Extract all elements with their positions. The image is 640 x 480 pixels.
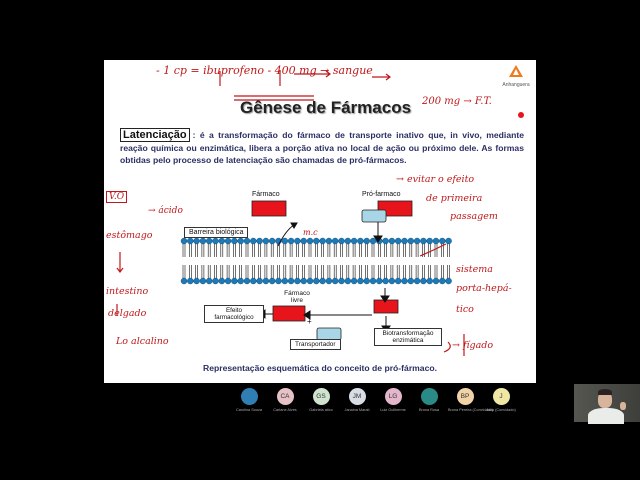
lipid-head [395, 238, 401, 244]
lipid-head [206, 238, 212, 244]
lipid-head [288, 278, 294, 284]
lipid-head [439, 278, 445, 284]
lipid-head [364, 278, 370, 284]
lipid-head [206, 278, 212, 284]
lipid-head [364, 238, 370, 244]
biological-barrier-membrane [181, 238, 452, 284]
annotation-delgado: delgado [108, 308, 147, 319]
lipid-head [288, 238, 294, 244]
lipid-head [320, 238, 326, 244]
lipid-head [383, 238, 389, 244]
lipid-head [238, 238, 244, 244]
lipid-head [282, 278, 288, 284]
participant-name: Julia (Convidado) [486, 408, 516, 412]
lipid-head [414, 238, 420, 244]
avatar: CA [277, 388, 294, 405]
paragraph-text: : é a transformação do fármaco de transporte inativo que, in vivo, mediante reação química ou enzimática, libera a porção ativa no local de ação ou próximo dele. As formas obtidas pelo processo de latenciação são chamadas de pró-fármacos. [120, 130, 524, 166]
lipid-head [181, 238, 187, 244]
annotation-acido: → ácido [148, 206, 183, 216]
annotation-alcalino: Lo alcalino [116, 336, 169, 347]
lipid-head [257, 238, 263, 244]
lipid-head [263, 278, 269, 284]
participant-tile[interactable] [340, 388, 374, 412]
annotation-porta-hepatico: porta-hepá- [456, 283, 512, 294]
lipid-head [433, 278, 439, 284]
lipid-head [269, 278, 275, 284]
lipid-head [263, 238, 269, 244]
annotation-top-line2: 200 mg → F.T. [422, 96, 492, 107]
lipid-head [219, 238, 225, 244]
pro-farmaco-box-blue [362, 210, 386, 222]
slide-caption: Representação esquemática do conceito de pró-fármaco. [202, 363, 437, 373]
avatar: GS [313, 388, 330, 405]
lipid-head [345, 238, 351, 244]
lipid-head [244, 278, 250, 284]
lipid-head [408, 278, 414, 284]
lipid-head [420, 238, 426, 244]
lipid-head [213, 278, 219, 284]
lipid-head [389, 278, 395, 284]
annotation-estomago: estômago [106, 230, 153, 241]
lipid-head [420, 278, 426, 284]
lipid-head [370, 238, 376, 244]
lipid-head [446, 238, 452, 244]
biotransformacao-label: Biotransformação enzimática [374, 328, 442, 346]
annotation-passagem: passagem [450, 211, 498, 222]
lipid-head [339, 238, 345, 244]
participant-tile[interactable] [232, 388, 266, 412]
lipid-head [320, 278, 326, 284]
participant-name: Bruna Pereira (Convidado) [448, 408, 494, 412]
lipid-head [250, 238, 256, 244]
lipid-head [383, 278, 389, 284]
annotation-mc: m.c [303, 228, 318, 237]
lipid-head [357, 278, 363, 284]
plus-sign: + [307, 317, 312, 326]
lipid-head [370, 278, 376, 284]
participant-name: Bruna Rosa [418, 408, 440, 412]
lipid-head [427, 278, 433, 284]
lipid-head [294, 238, 300, 244]
lipid-head [194, 278, 200, 284]
slide-title: Gênese de Fármacos [240, 98, 412, 117]
participant-name: Carolina Souza [236, 408, 262, 412]
annotation-intestino: intestino [106, 286, 149, 297]
lipid-head [339, 278, 345, 284]
lipid-head [187, 278, 193, 284]
lipid-head [219, 278, 225, 284]
lipid-head [357, 238, 363, 244]
lipid-head [376, 278, 382, 284]
efeito-farmacologico-label: Efeito farmacológico [204, 305, 264, 323]
lipid-head [307, 238, 313, 244]
lipid-head [326, 278, 332, 284]
lipid-head [414, 278, 420, 284]
lipid-head [282, 238, 288, 244]
lipid-head [332, 278, 338, 284]
lipid-head [439, 238, 445, 244]
pro-farmaco-label: Pró-farmaco [362, 191, 401, 198]
participant-tile[interactable] [268, 388, 302, 412]
participant-tile[interactable] [412, 388, 446, 412]
presenter-video-tile[interactable] [574, 384, 640, 422]
lipid-head [200, 278, 206, 284]
lipid-head [301, 278, 307, 284]
annotation-top-line1: - 1 cp = ibuprofeno - 400 mg → sangue [156, 64, 373, 77]
lipid-head [332, 238, 338, 244]
lipid-head [446, 278, 452, 284]
farmaco-box [252, 201, 286, 216]
logo-text: Anhanguera [502, 82, 530, 88]
avatar: LG [385, 388, 402, 405]
participant-tile[interactable] [304, 388, 338, 412]
lipid-head [244, 238, 250, 244]
laser-pointer-dot [518, 112, 524, 118]
avatar: JM [349, 388, 366, 405]
participant-tile[interactable] [484, 388, 518, 412]
transportador-label: Transportador [290, 339, 341, 350]
lipid-head [250, 278, 256, 284]
pro-farmaco-box-red-lower [374, 300, 398, 313]
lipid-head [313, 238, 319, 244]
participant-name: Carlane Alves [273, 408, 297, 412]
avatar: BP [457, 388, 474, 405]
lipid-head [427, 238, 433, 244]
farmaco-livre-box [273, 306, 305, 321]
lipid-head [408, 238, 414, 244]
participant-name: Gabriela atico [309, 408, 333, 412]
lipid-head [225, 238, 231, 244]
avatar [421, 388, 438, 405]
lipid-head [231, 238, 237, 244]
lipid-head [326, 238, 332, 244]
annotation-sistema: sistema [456, 264, 493, 275]
lipid-head [351, 238, 357, 244]
participant-tile[interactable] [376, 388, 410, 412]
participant-name: Luiz Guilherme [380, 408, 406, 412]
avatar: J [493, 388, 510, 405]
lipid-head [402, 238, 408, 244]
lipid-head [402, 278, 408, 284]
lipid-head [389, 238, 395, 244]
annotation-tico: tico [456, 304, 474, 315]
lipid-head [313, 278, 319, 284]
lipid-head [307, 278, 313, 284]
lipid-head [257, 278, 263, 284]
avatar [241, 388, 258, 405]
lipid-head [225, 278, 231, 284]
lipid-head [181, 278, 187, 284]
lipid-head [294, 278, 300, 284]
annotation-primeira: de primeira [426, 193, 483, 204]
lipid-head [231, 278, 237, 284]
lipid-head [238, 278, 244, 284]
lipid-head [351, 278, 357, 284]
farmaco-label: Fármaco [252, 191, 280, 198]
lipid-head [269, 238, 275, 244]
lipid-head [276, 278, 282, 284]
lipid-head [213, 238, 219, 244]
lipid-head [345, 278, 351, 284]
annotation-evitar: → evitar o efeito [396, 174, 475, 185]
lipid-head [187, 238, 193, 244]
lipid-head [194, 238, 200, 244]
presentation-slide [104, 60, 536, 383]
participant-tile[interactable] [448, 388, 494, 412]
annotation-vo: V.O [106, 191, 127, 203]
lipid-head [433, 238, 439, 244]
lipid-head [200, 238, 206, 244]
latenciacao-term: Latenciação [120, 128, 190, 142]
participant-name: Janaina Marati [344, 408, 370, 412]
annotation-figado: → fígado [452, 340, 494, 351]
lipid-head [301, 238, 307, 244]
lipid-head [395, 278, 401, 284]
farmaco-livre-label: Fármaco livre [284, 290, 310, 304]
barreira-biologica-label: Barreira biológica [184, 227, 248, 238]
